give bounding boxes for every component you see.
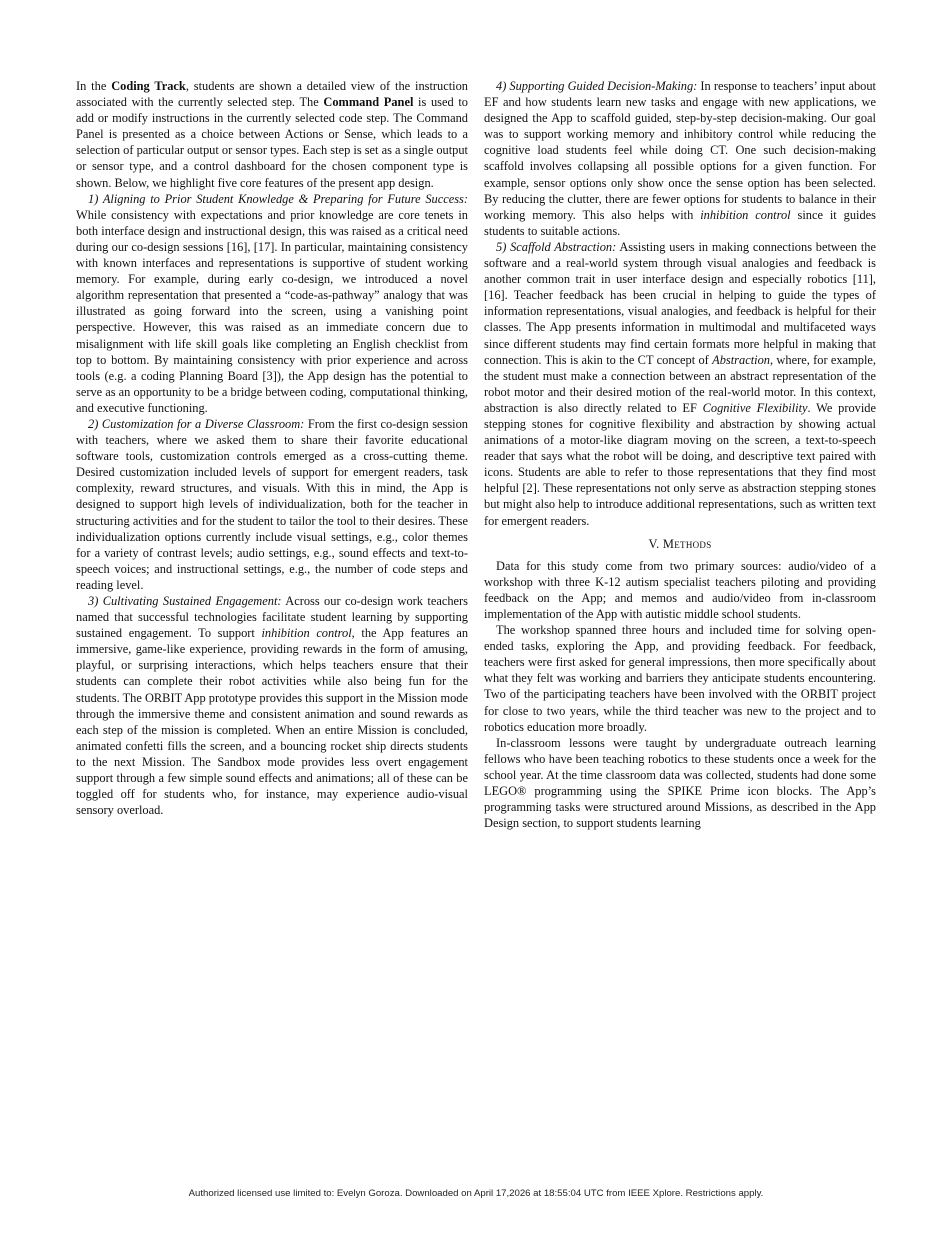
paragraph-data-sources: Data for this study come from two primary sources: audio/video of a workshop with three K-12 autism specialist teachers piloting and providing feedback on the App; and memos and audio/video from in-classroom implementation of the App with autistic middle school students. [484,558,876,621]
text-run: In response to teachers’ input about EF and how students learn new tasks and engage with new applications, we designed the App to scaffold guided, step-by-step decision-making. Our goal was to support working memory and inhibitory control while reducing the cognitive load students feel while doing CT. One such decision-making scaffold involves collapsing all possible options for a given function. For example, sensor options only show once the sense option has been selected. By reducing the clutter, there are fewer options for students to balance in their working memory. This also helps with [484,79,877,222]
paragraph-workshop: The workshop spanned three hours and included time for solving open-ended tasks, exploring the App, and providing feedback. For feedback, teachers were first asked for general impressions, then more specifically about what they felt was working and barriers they anticipate students encountering. Two of the participating teachers have been involved with the ORBIT project for close to two years, while the third teacher was new to the project and to robotics education more broadly. [484,623,876,734]
bold-term-command-panel: Command Panel [323,95,414,110]
text-run: While consistency with expectations and prior knowledge are core tenets in both interface design and instructional design, this was raised as a critical need during our co-design sessions [16], [17]. In particular, maintaining consistency with known interfaces and representations is supportive of student working memory. For example, during early co-design, we introduced a novel algorithm representation that presented a “code-as-pathway” analogy that was illustrated as going forward into the screen, using a vanishing point perspective. However, this was raised as an immediate concern due to misalignment with life skill goals like completing an English checklist from top to bottom. By maintaining consistency with prior experience and across tools (e.g. a coding Planning Board [3]), the App design has the potential to serve as an opportunity to be a bridge between coding, computational thinking, and executive functioning. [76,207,468,415]
text-run: since it guides students to suitable actions. [484,207,876,238]
text-run: . We provide stepping stones for cognitive flexibility and abstraction by showing actual animations of a motor-like diagram moving on the screen, a text-to-speech reader that says what the robot will be doing, and descriptive text paired with icons. Students are able to refer to those representations that they find most helpful [2]. These representations not only serve as abstraction stepping stones but might also help to introduce additional representations, such as written text for emergent readers. [484,400,876,528]
paragraph-guided-decision-making [484,78,876,239]
paragraph-customization [76,416,468,593]
text-run: , where, for example, the student must make a connection between an abstract representation of the robot motor and their desired motion of the real-world motor. In this context, abstraction is also directly related to EF [484,352,876,415]
paragraph-coding-track [76,78,468,191]
paragraph-classroom-lessons: In-classroom lessons were taught by undergraduate outreach learning fellows who have been teaching robotics to these students once a week for the school year. At the time classroom data was collected, students had done some LEGO® programming using the SPIKE Prime icon blocks. The App’s programming tasks were structured around Missions, as described in the App Design section, to support students learning [484,735,876,831]
left-column [76,78,468,818]
italic-term: inhibition control [261,626,352,641]
text-run: , the App features an immersive, game-like experience, providing rewards in the form of amusing, playful, or surprising interactions, which helps teachers ensure that their students can complete their robot activities while also being fun for the students. The ORBIT App prototype provides this support in the Mission mode through the immersive theme and consistent animation and sound rewards as each step of the mission is completed. When an entire Mission is concluded, animated confetti fills the screen, and a bouncing rocket ship directs students to the next Mission. The Sandbox mode provides less overt engagement support through a few simple sound effects and animations; all of these can be toggled off for students who, for instance, may experience audio-visual sensory overload. [76,626,469,818]
subsection-heading: 3) Cultivating Sustained Engagement: [88,594,282,608]
license-footer: Authorized licensed use limited to: Evelyn Goroza. Downloaded on April 17,2026 at 18:55:04 UTC from IEEE Xplore. Restrictions apply. [188,1188,764,1199]
text-run: From the first co-design session with teachers, where we asked them to share their favorite educational software tools, customization controls emerged as a cross-cutting theme. Desired customization included levels of support for emergent readers, task complexity, reward structures, and visuals. With this in mind, the App is designed to support high levels of individualization, both for the teacher in structuring activities and for the student to tailor the tool to their desires. These individualization options currently include visual settings, e.g., color themes for a variety of contrast levels; audio settings, e.g., sound effects and text-to-speech voices; and instructional settings, e.g., the number of code steps and reading level. [76,416,468,592]
bold-term-coding-track: Coding Track [111,79,186,93]
italic-term: inhibition control [700,207,791,222]
paragraph-sustained-engagement [76,593,468,818]
text-run: , students are shown a detailed view of the instruction associated with the currently selected step. The [76,79,469,110]
text-run: Assisting users in making connections between the software and a real-world system through visual analogies and feedback is another common trait in user interface design and especially robotics [11], [16]. Teacher feedback has been crucial in helping to guide the types of information representations, visual analogies, and feedback is helpful for their classes. The App presents information in multimodal and multifaceted ways since different students may find certain formats more helpful in making that connection. This is akin to the CT concept of [484,239,876,367]
text-run: In the [76,79,112,93]
text-run: Across our co-design work teachers named that successful technologies facilitate student learning by supporting sustained engagement. To support [76,594,468,641]
paragraph-aligning-prior-knowledge [76,191,468,416]
paragraph-scaffold-abstraction [484,239,876,529]
section-heading-methods: V. Methods [648,536,712,551]
subsection-heading: 2) Customization for a Diverse Classroom: [88,416,305,431]
subsection-heading: 5) Scaffold Abstraction: [496,239,617,254]
subsection-heading: 1) Aligning to Prior Student Knowledge & Preparing for Future Success: [88,191,468,206]
right-column [484,78,876,831]
italic-term: Cognitive Flexibility [702,400,808,415]
subsection-heading: 4) Supporting Guided Decision-Making: [496,79,698,93]
text-run: is used to add or modify instructions in the currently selected code step. The Command Panel is presented as a choice between Actions or Sense, which leads to a selection of particular output or sensor types. Each step is set as a single output or sensor type, and a control dashboard for the chosen component type is shown. Below, we highlight five core features of the present app design. [76,95,468,190]
italic-term: Abstraction [712,352,770,367]
